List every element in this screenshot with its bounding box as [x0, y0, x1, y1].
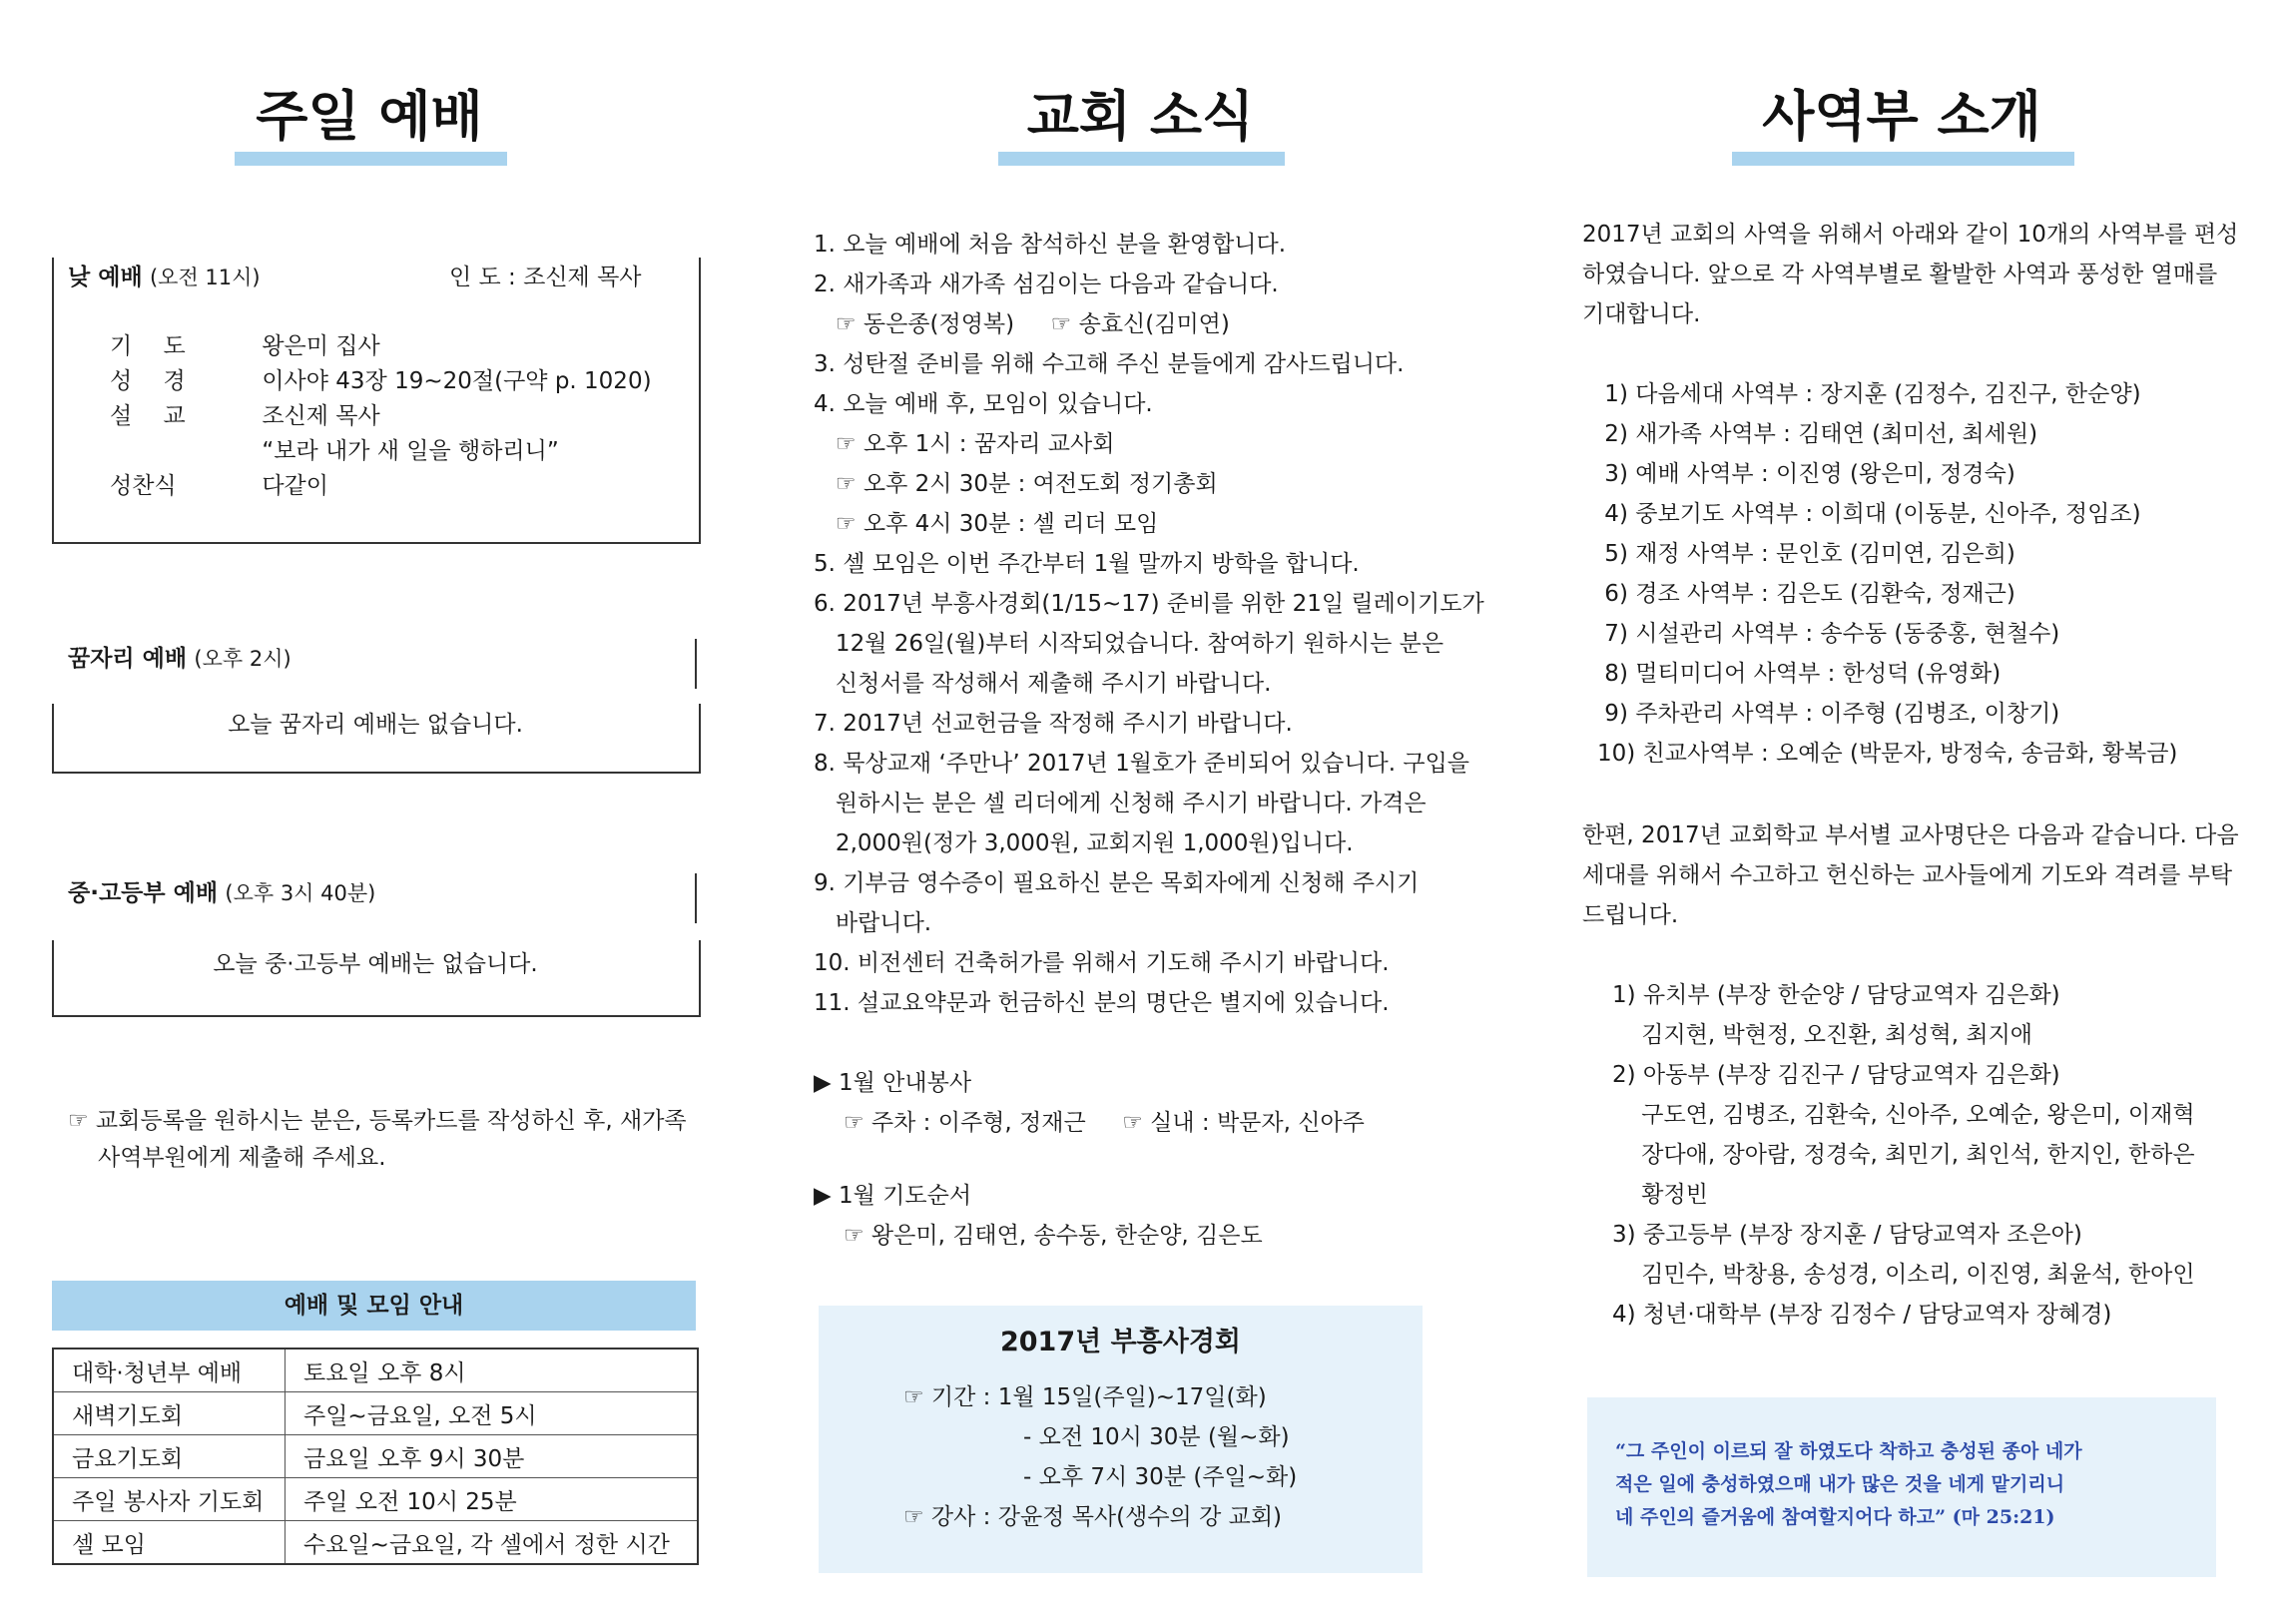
- news-line: ☞ 동은종(정영복) ☞ 송효신(김미연): [814, 311, 1230, 337]
- order-row: [110, 329, 652, 364]
- teachers-list: [1612, 975, 2195, 1335]
- schedule-name: 대학·청년부 예배: [53, 1349, 286, 1392]
- ministry-list: [1597, 374, 2177, 774]
- schedule-header: [52, 1281, 696, 1331]
- schedule-row: [53, 1349, 698, 1392]
- news-line: 바랍니다.: [814, 910, 932, 936]
- revival-line: ☞ 강사 : 강윤정 목사(생수의 강 교회): [903, 1504, 1283, 1530]
- teacher-line: 1) 유치부 (부장 한순양 / 담당교역자 김은화): [1612, 982, 2060, 1008]
- news-title-underline: [998, 152, 1285, 166]
- prayer-title: ▶ 1월 기도순서: [814, 1183, 972, 1209]
- news-line: 원하시는 분은 셀 리더에게 신청해 주시기 바랍니다. 가격은: [814, 791, 1427, 816]
- news-line: 5. 셀 모임은 이번 주간부터 1월 말까지 방학을 합니다.: [814, 551, 1360, 577]
- news-line: ☞ 오후 4시 30분 : 셀 리더 모임: [814, 511, 1159, 537]
- order-row: [110, 364, 652, 399]
- ministry-item: 3) 예배 사역부 : 이진영 (왕은미, 정경숙): [1597, 461, 2015, 487]
- verse-line: 네 주인의 즐거움에 참여할지어다 하고” (마 25:21): [1615, 1506, 2055, 1528]
- schedule-time: 토요일 오후 8시: [286, 1349, 699, 1392]
- news-line: 12월 26일(월)부터 시작되었습니다. 참여하기 원하시는 분은: [814, 631, 1444, 657]
- schedule-row: [53, 1478, 698, 1521]
- schedule-time: 주일 오전 10시 25분: [286, 1478, 699, 1521]
- schedule-title: 예배 및 모임 안내: [284, 1293, 464, 1319]
- dream-service-box-top: [695, 639, 697, 689]
- intro-line: 세대를 위해서 수고하고 헌신하는 교사들에게 기도와 격려를 부탁: [1582, 862, 2233, 888]
- dream-service-heading: [68, 639, 291, 679]
- ministry-title: 사역부 소개: [1762, 85, 2041, 148]
- teacher-line: 김민수, 박창용, 송성경, 이소리, 이진영, 최윤석, 한아인: [1612, 1262, 2195, 1288]
- schedule-row: [53, 1521, 698, 1565]
- teacher-line: 장다애, 장아람, 정경숙, 최민기, 최인석, 한지인, 한하은: [1612, 1142, 2195, 1168]
- ministry-item: 4) 중보기도 사역부 : 이희대 (이동분, 신아주, 정임조): [1597, 501, 2141, 527]
- teachers-intro: [1582, 815, 2239, 935]
- day-service-name: 낮 예배: [68, 265, 143, 290]
- news-line: 8. 묵상교재 ‘주만나’ 2017년 1월호가 준비되어 있습니다. 구입을: [814, 751, 1470, 777]
- order-row: [110, 469, 652, 504]
- news-line: 4. 오늘 예배 후, 모임이 있습니다.: [814, 391, 1153, 417]
- schedule-name: 셀 모임: [53, 1521, 286, 1565]
- dream-service-note: 오늘 꿈자리 예배는 없습니다.: [228, 712, 523, 738]
- intro-line: 하였습니다. 앞으로 각 사역부별로 활발한 사역과 풍성한 열매를: [1582, 262, 2218, 287]
- order-label: 기 도: [110, 333, 198, 359]
- order-value: 조신제 목사: [262, 403, 380, 429]
- day-service-rows: [110, 329, 652, 504]
- youth-service-time: (오후 3시 40분): [225, 881, 376, 905]
- verse-line: 적은 일에 충성하였으매 내가 많은 것을 네게 맡기리니: [1615, 1473, 2065, 1495]
- guide-section: [814, 1063, 1365, 1143]
- order-label: 성찬식: [110, 473, 177, 499]
- schedule-table: [52, 1348, 699, 1565]
- youth-service-box-top: [695, 873, 697, 923]
- day-service-time: (오전 11시): [149, 266, 261, 289]
- schedule-row: [53, 1435, 698, 1478]
- day-service-leader: 인 도 : 조신제 목사: [449, 265, 642, 290]
- schedule-row: [53, 1392, 698, 1435]
- ministry-item: 7) 시설관리 사역부 : 송수동 (동중홍, 현철수): [1597, 621, 2060, 647]
- ministry-item: 8) 멀티미디어 사역부 : 한성덕 (유영화): [1597, 661, 2002, 687]
- dream-service-time: (오후 2시): [194, 647, 291, 671]
- guide-line: ☞ 주차 : 이주형, 정재근 ☞ 실내 : 박문자, 신아주: [844, 1110, 1365, 1136]
- youth-service-note: 오늘 중·고등부 예배는 없습니다.: [213, 951, 538, 977]
- news-line: 11. 설교요약문과 헌금하신 분의 명단은 별지에 있습니다.: [814, 990, 1390, 1016]
- sermon-title: “보라 내가 새 일을 행하리니”: [262, 438, 559, 464]
- worship-title-underline: [235, 152, 507, 166]
- news-line: ☞ 오후 2시 30분 : 여전도회 정기총회: [814, 471, 1218, 497]
- order-label: 성 경: [110, 368, 198, 394]
- news-line: 1. 오늘 예배에 처음 참석하신 분을 환영합니다.: [814, 232, 1287, 258]
- ministry-item: 5) 재정 사역부 : 문인호 (김미연, 김은희): [1597, 541, 2015, 567]
- news-line: 3. 성탄절 준비를 위해 수고해 주신 분들에게 감사드립니다.: [814, 351, 1405, 377]
- revival-line: - 오전 10시 30분 (월~화): [1023, 1424, 1290, 1450]
- revival-title: 2017년 부흥사경회: [999, 1327, 1242, 1357]
- news-line: ☞ 오후 1시 : 꿈자리 교사회: [814, 431, 1115, 457]
- registration-note: [68, 1103, 687, 1177]
- registration-line-2: 사역부원에게 제출해 주세요.: [98, 1145, 386, 1171]
- news-line: 10. 비전센터 건축허가를 위해서 기도해 주시기 바랍니다.: [814, 950, 1390, 976]
- schedule-name: 주일 봉사자 기도회: [53, 1478, 286, 1521]
- teacher-line: 4) 청년·대학부 (부장 김정수 / 담당교역자 장혜경): [1612, 1302, 2112, 1328]
- news-list: [814, 225, 1484, 1023]
- intro-line: 2017년 교회의 사역을 위해서 아래와 같이 10개의 사역부를 편성: [1582, 222, 2239, 248]
- teacher-line: 3) 중고등부 (부장 장지훈 / 담당교역자 조은아): [1612, 1222, 2082, 1248]
- youth-service-heading: [68, 873, 375, 913]
- revival-box: [819, 1306, 1423, 1573]
- schedule-name: 새벽기도회: [53, 1392, 286, 1435]
- guide-title: ▶ 1월 안내봉사: [814, 1070, 972, 1096]
- news-line: 9. 기부금 영수증이 필요하신 분은 목회자에게 신청해 주시기: [814, 870, 1420, 896]
- ministry-title-underline: [1732, 152, 2074, 166]
- teacher-line: 김지현, 박현정, 오진환, 최성혁, 최지애: [1612, 1022, 2033, 1048]
- ministry-intro: [1582, 215, 2238, 334]
- news-line: 7. 2017년 선교헌금을 작정해 주시기 바랍니다.: [814, 711, 1293, 737]
- schedule-time: 주일~금요일, 오전 5시: [286, 1392, 699, 1435]
- verse-line: “그 주인이 이르되 잘 하였도다 착하고 충성된 종아 네가: [1615, 1440, 2082, 1462]
- prayer-section: [814, 1176, 1263, 1256]
- order-row: [110, 434, 652, 469]
- order-value: 다같이: [262, 473, 328, 499]
- news-line: 2,000원(정가 3,000원, 교회지원 1,000원)입니다.: [814, 830, 1354, 856]
- news-line: 6. 2017년 부흥사경회(1/15~17) 준비를 위한 21일 릴레이기도가: [814, 591, 1484, 617]
- verse-box: [1587, 1397, 2216, 1577]
- teacher-line: 황정빈: [1612, 1182, 1708, 1208]
- intro-line: 한편, 2017년 교회학교 부서별 교사명단은 다음과 같습니다. 다음: [1582, 822, 2239, 848]
- schedule-name: 금요기도회: [53, 1435, 286, 1478]
- revival-line: ☞ 기간 : 1월 15일(주일)~17일(화): [903, 1384, 1267, 1410]
- order-value: 이사야 43장 19~20절(구약 p. 1020): [262, 368, 652, 394]
- ministry-item: 9) 주차관리 사역부 : 이주형 (김병조, 이창기): [1597, 701, 2060, 727]
- ministry-item: 2) 새가족 사역부 : 김태연 (최미선, 최세원): [1597, 421, 2038, 447]
- schedule-time: 금요일 오후 9시 30분: [286, 1435, 699, 1478]
- teacher-line: 구도연, 김병조, 김환숙, 신아주, 오예순, 왕은미, 이재혁: [1612, 1102, 2195, 1128]
- dream-service-name: 꿈자리 예배: [68, 646, 188, 672]
- prayer-line: ☞ 왕은미, 김태연, 송수동, 한순양, 김은도: [844, 1223, 1263, 1249]
- ministry-item: 10) 친교사역부 : 오예순 (박문자, 방정숙, 송금화, 황복금): [1597, 741, 2178, 767]
- ministry-item: 6) 경조 사역부 : 김은도 (김환숙, 정재근): [1597, 581, 2015, 607]
- order-value: 왕은미 집사: [262, 333, 380, 359]
- youth-service-name: 중·고등부 예배: [68, 880, 219, 906]
- news-title: 교회 소식: [1026, 85, 1255, 148]
- teacher-line: 2) 아동부 (부장 김진구 / 담당교역자 김은화): [1612, 1062, 2060, 1088]
- intro-line: 드립니다.: [1582, 902, 1679, 928]
- order-label: 설 교: [110, 403, 198, 429]
- order-row: [110, 399, 652, 434]
- ministry-item: 1) 다음세대 사역부 : 장지훈 (김정수, 김진구, 한순양): [1597, 381, 2141, 407]
- news-line: 신청서를 작성해서 제출해 주시기 바랍니다.: [814, 671, 1272, 697]
- worship-title: 주일 예배: [256, 85, 483, 148]
- news-line: 2. 새가족과 새가족 섬김이는 다음과 같습니다.: [814, 271, 1279, 297]
- schedule-time: 수요일~금요일, 각 셀에서 정한 시간: [286, 1521, 699, 1565]
- registration-line-1: ☞ 교회등록을 원하시는 분은, 등록카드를 작성하신 후, 새가족: [68, 1108, 687, 1134]
- intro-line: 기대합니다.: [1582, 301, 1701, 327]
- revival-line: - 오후 7시 30분 (주일~화): [1023, 1464, 1298, 1490]
